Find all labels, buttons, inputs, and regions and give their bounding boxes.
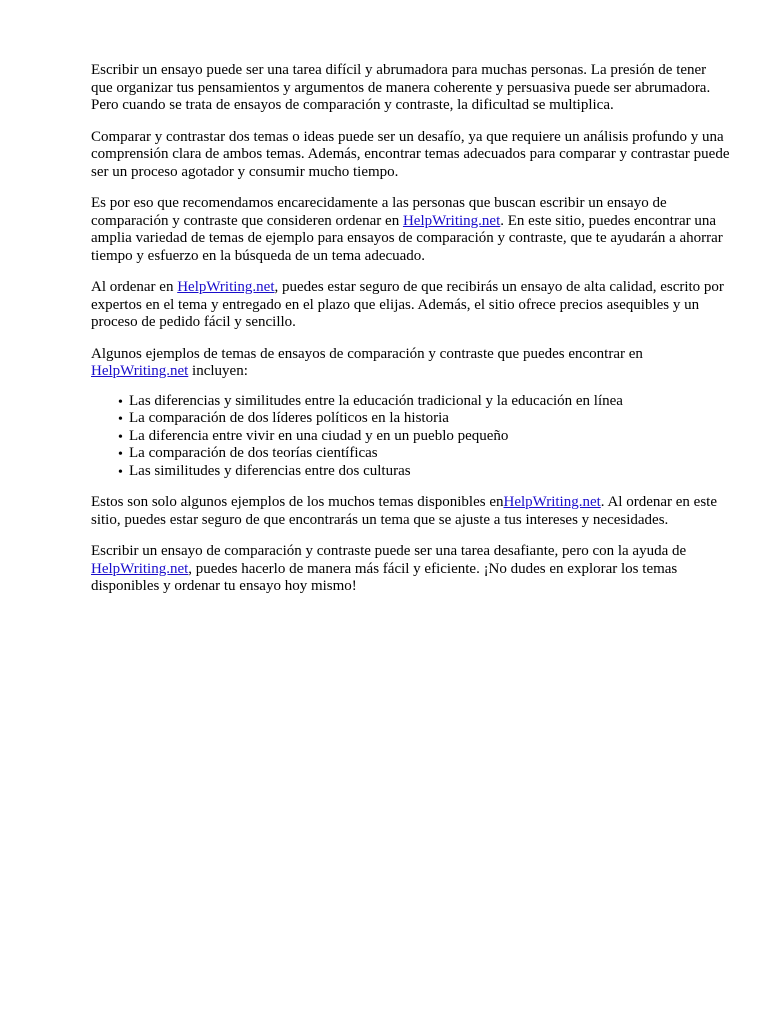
paragraph-text: incluyen: [188, 363, 248, 379]
document-body [91, 62, 731, 610]
list-item: • La comparación de dos teorías científicas [118, 445, 731, 463]
paragraph-text: , puedes hacerlo de manera más fácil y eficiente. ¡No dudes en explorar los temas disponibles y ordenar tu ensayo hoy mismo! [91, 560, 678, 594]
helpwriting-link[interactable]: HelpWriting.net [177, 279, 275, 295]
paragraph-examples-intro [91, 346, 731, 381]
paragraph-text: . En este sitio, puedes encontrar una amplia variedad de temas de ejemplo para ensayos de comparación y contraste, que te ayudarán a ahorrar tiempo y esfuerzo en la búsqueda de un tema adecuado. [91, 212, 723, 264]
helpwriting-link[interactable]: HelpWriting.net [503, 494, 601, 510]
paragraph-challenge: Comparar y contrastar dos temas o ideas puede ser un desafío, ya que requiere un análisis profundo y una comprensión clara de ambos temas. Además, encontrar temas adecuados para comparar y contrastar puede ser un proceso agotador y consumir mucho tiempo. [91, 128, 730, 180]
list-item: • Las diferencias y similitudes entre la educación tradicional y la educación en línea [118, 393, 731, 411]
list-item: • La diferencia entre vivir en una ciudad y en un pueblo pequeño [118, 428, 731, 446]
paragraph-intro: Escribir un ensayo puede ser una tarea difícil y abrumadora para muchas personas. La presión de tener que organizar tus pensamientos y argumentos de manera coherente y persuasiva puede ser abrumadora. Pero cuando se trata de ensayos de comparación y contraste, la dificultad se multiplica. [91, 62, 711, 113]
paragraph-text: . Al ordenar en este sitio, puedes estar seguro de que encontrarás un tema que se ajuste a tus intereses y necesidades. [91, 494, 717, 528]
paragraph-text: Escribir un ensayo de comparación y contraste puede ser una tarea desafiante, pero con la ayuda de [91, 543, 687, 559]
topic-list [91, 393, 731, 481]
paragraph-more-topics [91, 494, 731, 529]
paragraph-text: Es por eso que recomendamos encarecidamente a las personas que buscan escribir un ensayo de comparación y contraste que consideren ordenar en [91, 195, 667, 229]
helpwriting-link[interactable]: HelpWriting.net [91, 560, 189, 577]
paragraph-text: Al ordenar en [91, 279, 178, 295]
list-item: • Las similitudes y diferencias entre dos culturas [118, 463, 731, 481]
paragraph-recommendation [91, 195, 731, 265]
paragraph-text: Estos son solo algunos ejemplos de los muchos temas disponibles en [91, 494, 504, 510]
paragraph-text: , puedes estar seguro de que recibirás un ensayo de alta calidad, escrito por expertos en el tema y entregado en el plazo que elijas. Además, el sitio ofrece precios asequibles y un proceso de pedido fácil y sencillo. [91, 279, 724, 330]
helpwriting-link[interactable]: HelpWriting.net [91, 363, 189, 379]
list-item: • La comparación de dos líderes políticos en la historia [118, 410, 731, 428]
paragraph-benefits [91, 279, 731, 332]
paragraph-conclusion [91, 543, 731, 596]
helpwriting-link[interactable]: HelpWriting.net [402, 212, 501, 229]
paragraph-text: Algunos ejemplos de temas de ensayos de comparación y contraste que puedes encontrar en [91, 345, 643, 362]
